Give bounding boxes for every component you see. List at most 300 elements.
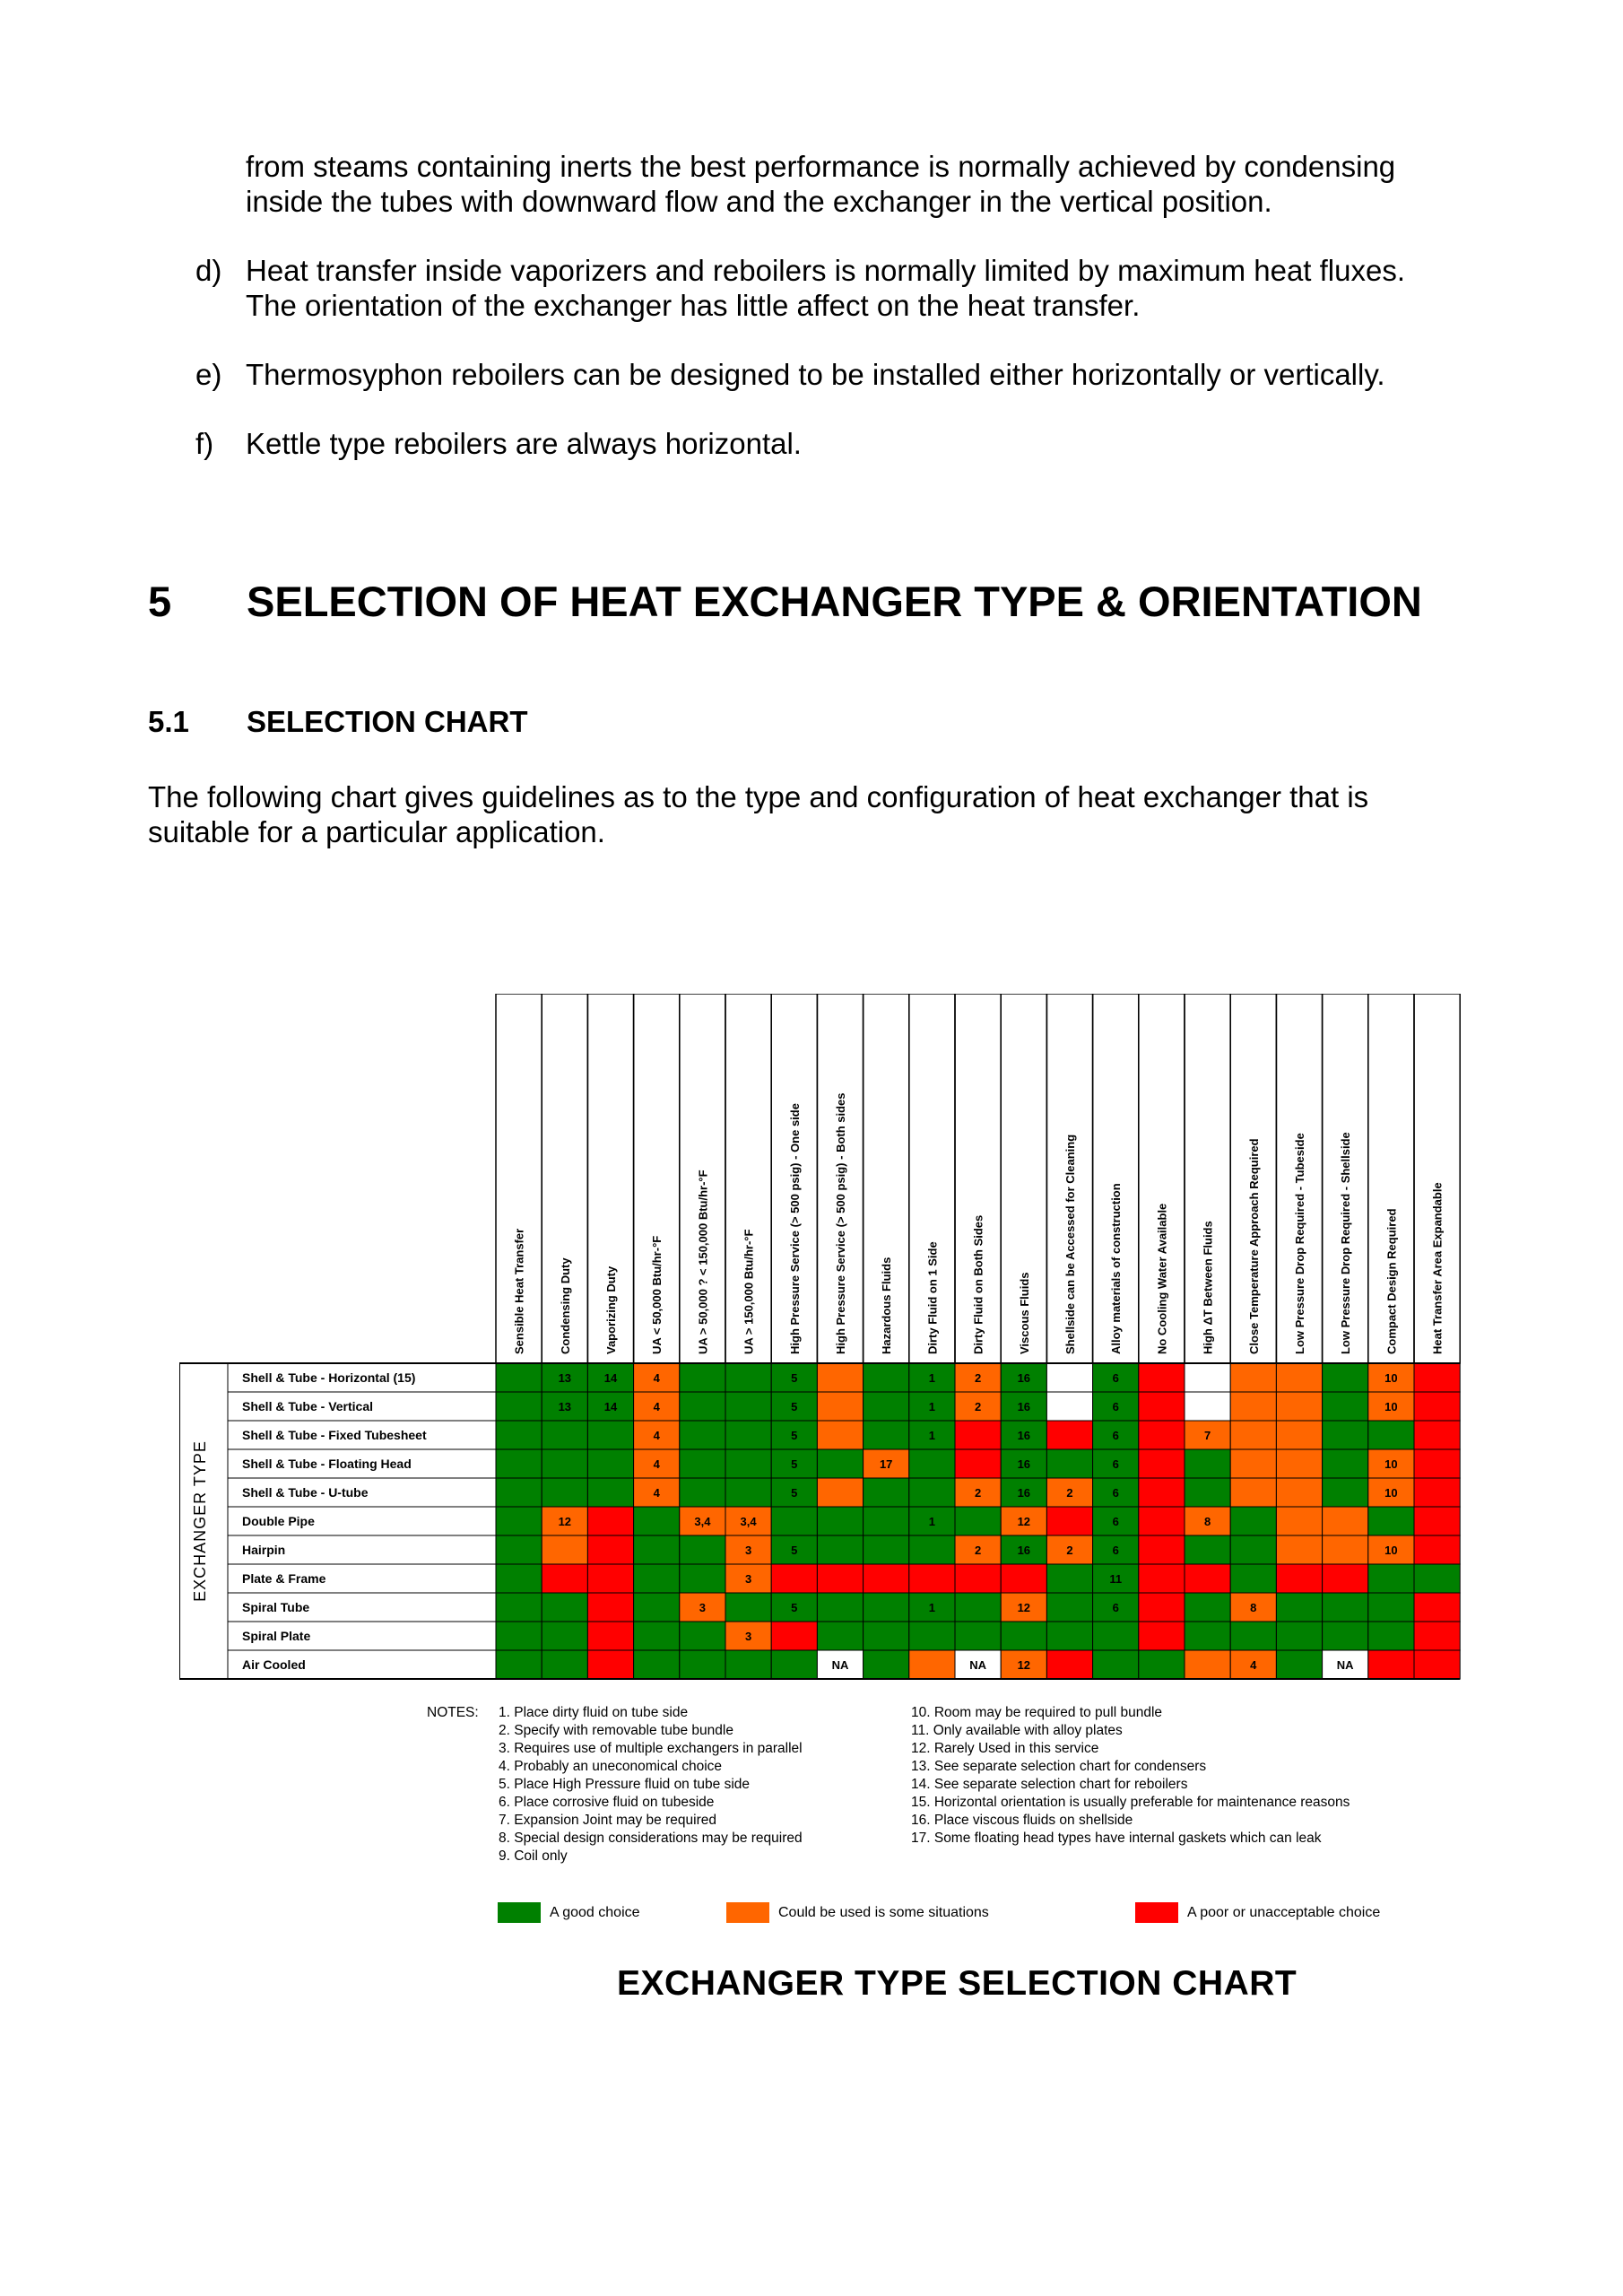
chart-cell <box>680 1622 725 1650</box>
cell-label: 3,4 <box>694 1515 711 1528</box>
chart-cell <box>1414 1478 1460 1507</box>
row-name: Plate & Frame <box>242 1571 326 1586</box>
chart-cell <box>542 1421 587 1449</box>
chart-cell <box>771 1650 817 1679</box>
chart-cell <box>680 1363 725 1392</box>
chart-cell <box>955 1507 1001 1535</box>
chart-cell <box>1001 1564 1046 1593</box>
chart-cell <box>1276 1363 1322 1392</box>
note-item: 5. Place High Pressure fluid on tube side <box>499 1777 751 1792</box>
cell-label: 8 <box>1203 1515 1211 1528</box>
chart-cell <box>1139 1535 1185 1564</box>
chart-cell <box>542 1478 587 1507</box>
chart-cell <box>496 1622 542 1650</box>
cell-label: 6 <box>1112 1400 1119 1413</box>
legend-good-swatch <box>498 1902 541 1923</box>
note-item: 9. Coil only <box>499 1848 568 1864</box>
list-marker-f: f) <box>195 427 214 460</box>
chart-cell <box>587 1650 633 1679</box>
cell-label: 2 <box>1066 1486 1073 1500</box>
chart-cell <box>680 1392 725 1421</box>
chart-cell <box>1323 1449 1368 1478</box>
cell-label: 1 <box>928 1515 936 1528</box>
chart-cell <box>955 1593 1001 1622</box>
chart-cell <box>1185 1622 1230 1650</box>
note-item: 12. Rarely Used in this service <box>911 1741 1099 1756</box>
note-item: 1. Place dirty fluid on tube side <box>499 1705 689 1720</box>
chart-cell <box>634 1650 680 1679</box>
chart-cell <box>1139 1421 1185 1449</box>
cell-label: 12 <box>1017 1601 1031 1614</box>
cell-label: 4 <box>653 1371 660 1385</box>
legend-poor-label: A poor or unacceptable choice <box>1187 1904 1381 1920</box>
chart-cell <box>1046 1421 1092 1449</box>
chart-cell <box>1046 1622 1092 1650</box>
cell-label: 12 <box>1017 1515 1031 1528</box>
chart-cell <box>1185 1392 1230 1421</box>
chart-cell <box>1276 1392 1322 1421</box>
chart-cell <box>1185 1535 1230 1564</box>
cell-label: 2 <box>974 1544 982 1557</box>
cell-label: 10 <box>1384 1486 1398 1500</box>
chart-cell <box>1276 1593 1322 1622</box>
cell-label: 2 <box>974 1400 982 1413</box>
chart-cell <box>587 1507 633 1535</box>
cell-label: NA <box>969 1658 986 1672</box>
column-header-label: UA < 50,000 Btu/hr-°F <box>650 1235 664 1354</box>
chart-cell <box>1368 1421 1414 1449</box>
note-item: 17. Some floating head types have internal gaskets which can leak <box>911 1831 1322 1846</box>
chart-cell <box>817 1478 863 1507</box>
cell-label: 10 <box>1384 1400 1398 1413</box>
chart-cell <box>1323 1363 1368 1392</box>
cell-label: 2 <box>974 1486 982 1500</box>
legend-poor-swatch <box>1135 1902 1178 1923</box>
cell-label: 1 <box>928 1429 936 1442</box>
column-header-label: Low Pressure Drop Required - Shellside <box>1339 1132 1353 1354</box>
chart-cell <box>1323 1421 1368 1449</box>
note-item: 16. Place viscous fluids on shellside <box>911 1813 1133 1828</box>
note-item: 3. Requires use of multiple exchangers in parallel <box>499 1741 803 1756</box>
chart-cell <box>680 1650 725 1679</box>
cell-label: 5 <box>791 1457 798 1471</box>
chart-cell <box>542 1622 587 1650</box>
chart-cell <box>909 1622 955 1650</box>
chart-cell <box>817 1507 863 1535</box>
row-name: Shell & Tube - Vertical <box>242 1399 374 1413</box>
row-name: Double Pipe <box>242 1514 315 1528</box>
column-header-label: Heat Transfer Area Expandable <box>1430 1182 1445 1354</box>
section-title: SELECTION OF HEAT EXCHANGER TYPE & ORIENTATION <box>247 578 1422 625</box>
cell-label: 11 <box>1109 1572 1123 1586</box>
cell-label: 10 <box>1384 1544 1398 1557</box>
chart-cell <box>1414 1593 1460 1622</box>
chart-intro-line-1: The following chart gives guidelines as to the type and configuration of heat exchanger that is <box>148 780 1369 813</box>
cell-label: 5 <box>791 1429 798 1442</box>
cell-label: 3 <box>699 1601 707 1614</box>
cell-label: 5 <box>791 1486 798 1500</box>
chart-cell <box>725 1650 771 1679</box>
list-marker-d: d) <box>195 254 222 287</box>
chart-cell <box>1185 1478 1230 1507</box>
list-item-d-line-1: Heat transfer inside vaporizers and reboilers is normally limited by maximum heat fluxes. <box>246 254 1406 287</box>
chart-cell <box>1414 1507 1460 1535</box>
note-item: 6. Place corrosive fluid on tubeside <box>499 1795 715 1810</box>
cell-label: 5 <box>791 1544 798 1557</box>
chart-cell <box>1276 1507 1322 1535</box>
cell-label: 12 <box>558 1515 572 1528</box>
cell-label: 13 <box>558 1400 572 1413</box>
cell-label: 14 <box>603 1371 618 1385</box>
note-item: 7. Expansion Joint may be required <box>499 1813 716 1828</box>
chart-cell <box>1414 1622 1460 1650</box>
chart-cell <box>1323 1478 1368 1507</box>
chart-cell <box>725 1421 771 1449</box>
cell-label: 1 <box>928 1601 936 1614</box>
chart-cell <box>817 1593 863 1622</box>
chart-cell <box>1368 1650 1414 1679</box>
chart-cell <box>909 1449 955 1478</box>
column-header-label: Compact Design Required <box>1384 1208 1399 1354</box>
legend-some-swatch <box>726 1902 769 1923</box>
column-header-label: Viscous Fluids <box>1017 1272 1031 1354</box>
chart-cell <box>680 1421 725 1449</box>
column-header-label: Alloy materials of construction <box>1109 1183 1124 1354</box>
cell-label: 16 <box>1017 1486 1031 1500</box>
chart-cell <box>1276 1478 1322 1507</box>
chart-cell <box>587 1535 633 1564</box>
note-item: 13. See separate selection chart for condensers <box>911 1759 1207 1774</box>
column-header-label: Dirty Fluid on Both Sides <box>971 1214 985 1354</box>
cell-label: 4 <box>653 1429 660 1442</box>
selection-chart <box>179 994 1471 1684</box>
row-name: Spiral Tube <box>242 1600 310 1614</box>
chart-cell <box>1139 1622 1185 1650</box>
chart-cell <box>1139 1449 1185 1478</box>
chart-cell <box>1414 1535 1460 1564</box>
chart-intro-line-2: suitable for a particular application. <box>148 815 605 848</box>
notes-label: NOTES: <box>427 1705 479 1720</box>
column-header-label: High ΔT Between Fluids <box>1201 1221 1215 1354</box>
column-header-label: High Pressure Service (> 500 psig) - One side <box>787 1103 802 1354</box>
cell-label: 3 <box>744 1544 752 1557</box>
chart-cell <box>817 1449 863 1478</box>
row-name: Shell & Tube - Fixed Tubesheet <box>242 1428 427 1442</box>
chart-cell <box>634 1564 680 1593</box>
chart-cell <box>1414 1564 1460 1593</box>
chart-cell <box>587 1421 633 1449</box>
cell-label: 10 <box>1384 1457 1398 1471</box>
legend-some <box>726 1902 989 1923</box>
column-header-label: Shellside can be Accessed for Cleaning <box>1063 1134 1077 1354</box>
chart-cell <box>496 1564 542 1593</box>
row-name: Shell & Tube - Horizontal (15) <box>242 1370 416 1385</box>
chart-cell <box>496 1650 542 1679</box>
cell-label: 5 <box>791 1371 798 1385</box>
chart-cell <box>1323 1535 1368 1564</box>
cell-label: 4 <box>653 1457 660 1471</box>
cell-label: NA <box>831 1658 849 1672</box>
column-header-label: Condensing Duty <box>558 1257 572 1354</box>
legend-good-label: A good choice <box>550 1904 640 1920</box>
chart-cell <box>1323 1392 1368 1421</box>
chart-cell <box>1230 1535 1276 1564</box>
chart-cell <box>1046 1507 1092 1535</box>
chart-cell <box>1185 1449 1230 1478</box>
chart-cell <box>817 1392 863 1421</box>
chart-cell <box>1368 1593 1414 1622</box>
chart-cell <box>1276 1421 1322 1449</box>
chart-cell <box>1139 1650 1185 1679</box>
chart-cell <box>1230 1421 1276 1449</box>
chart-cell <box>1046 1363 1092 1392</box>
subsection-number: 5.1 <box>148 705 189 738</box>
note-item: 4. Probably an uneconomical choice <box>499 1759 723 1774</box>
chart-cell <box>725 1392 771 1421</box>
column-header-label: Sensible Heat Transfer <box>512 1228 526 1354</box>
chart-cell <box>955 1564 1001 1593</box>
cell-label: 6 <box>1112 1371 1119 1385</box>
notes-left-column <box>499 1704 803 1866</box>
intro-line-1: from steams containing inerts the best performance is normally achieved by condensing <box>246 150 1396 183</box>
chart-cell <box>771 1564 817 1593</box>
note-item: 11. Only available with alloy plates <box>911 1723 1123 1738</box>
cell-label: 3 <box>744 1630 752 1643</box>
chart-cell <box>1230 1564 1276 1593</box>
cell-label: NA <box>1336 1658 1354 1672</box>
chart-cell <box>1139 1593 1185 1622</box>
column-header-label: Vaporizing Duty <box>604 1265 618 1354</box>
chart-cell <box>909 1535 955 1564</box>
chart-cell <box>1276 1449 1322 1478</box>
row-name: Shell & Tube - U-tube <box>242 1485 369 1500</box>
cell-label: 13 <box>558 1371 572 1385</box>
section-number: 5 <box>148 578 172 625</box>
cell-label: 4 <box>1250 1658 1257 1672</box>
cell-label: 4 <box>653 1486 660 1500</box>
chart-cell <box>680 1535 725 1564</box>
cell-label: 3,4 <box>740 1515 757 1528</box>
subsection-title: SELECTION CHART <box>247 705 528 738</box>
chart-cell <box>1001 1622 1046 1650</box>
legend-poor <box>1135 1902 1380 1923</box>
chart-cell <box>817 1363 863 1392</box>
chart-cell <box>1276 1622 1322 1650</box>
cell-label: 1 <box>928 1400 936 1413</box>
chart-cell <box>864 1564 909 1593</box>
chart-cell <box>1230 1449 1276 1478</box>
chart-cell <box>909 1564 955 1593</box>
chart-cell <box>587 1564 633 1593</box>
column-header-label: UA > 50,000 ? < 150,000 Btu/hr-°F <box>696 1170 710 1354</box>
chart-cell <box>634 1507 680 1535</box>
cell-label: 6 <box>1112 1601 1119 1614</box>
chart-cell <box>1139 1478 1185 1507</box>
chart-cell <box>955 1622 1001 1650</box>
column-header-label: No Cooling Water Available <box>1155 1203 1169 1354</box>
note-item: 8. Special design considerations may be required <box>499 1831 803 1846</box>
chart-cell <box>496 1478 542 1507</box>
list-item-e-line-1: Thermosyphon reboilers can be designed to be installed either horizontally or vertically. <box>246 358 1385 391</box>
list-item-d-line-2: The orientation of the exchanger has little affect on the heat transfer. <box>246 289 1141 322</box>
legend-some-label: Could be used is some situations <box>778 1904 989 1920</box>
chart-cell <box>1185 1363 1230 1392</box>
chart-cell <box>864 1421 909 1449</box>
cell-label: 16 <box>1017 1400 1031 1413</box>
row-axis-label: EXCHANGER TYPE <box>191 1440 209 1602</box>
chart-cell <box>634 1622 680 1650</box>
chart-cell <box>1414 1363 1460 1392</box>
cell-label: 7 <box>1203 1429 1211 1442</box>
cell-label: 16 <box>1017 1544 1031 1557</box>
cell-label: 12 <box>1017 1658 1031 1672</box>
chart-cell <box>542 1650 587 1679</box>
chart-cell <box>1185 1593 1230 1622</box>
list-item-f-line-1: Kettle type reboilers are always horizontal. <box>246 427 802 460</box>
note-item: 15. Horizontal orientation is usually preferable for maintenance reasons <box>911 1795 1350 1810</box>
column-header-label: Hazardous Fluids <box>880 1257 894 1354</box>
column-header-label: Dirty Fluid on 1 Side <box>925 1241 940 1354</box>
chart-cell <box>1046 1392 1092 1421</box>
chart-cell <box>725 1478 771 1507</box>
chart-cell <box>1414 1392 1460 1421</box>
chart-cell <box>496 1507 542 1535</box>
chart-cell <box>587 1622 633 1650</box>
chart-cell <box>1139 1564 1185 1593</box>
chart-cell <box>1368 1622 1414 1650</box>
chart-cell <box>817 1564 863 1593</box>
chart-cell <box>1185 1564 1230 1593</box>
chart-cell <box>587 1449 633 1478</box>
notes-right-column <box>911 1704 1350 1848</box>
cell-label: 2 <box>974 1371 982 1385</box>
cell-label: 16 <box>1017 1457 1031 1471</box>
chart-cell <box>817 1622 863 1650</box>
column-header-label: UA > 150,000 Btu/hr-°F <box>742 1229 756 1354</box>
chart-cell <box>1230 1507 1276 1535</box>
column-header-label: Close Temperature Approach Required <box>1246 1138 1261 1354</box>
chart-cell <box>909 1478 955 1507</box>
note-item: 14. See separate selection chart for reboilers <box>911 1777 1188 1792</box>
chart-cell <box>1276 1535 1322 1564</box>
chart-cell <box>1093 1622 1139 1650</box>
cell-label: 5 <box>791 1601 798 1614</box>
chart-cell <box>680 1449 725 1478</box>
chart-cell <box>1046 1593 1092 1622</box>
chart-cell <box>1276 1564 1322 1593</box>
chart-cell <box>955 1449 1001 1478</box>
chart-cell <box>587 1478 633 1507</box>
cell-label: 1 <box>928 1371 936 1385</box>
chart-cell <box>1046 1449 1092 1478</box>
chart-cell <box>634 1535 680 1564</box>
cell-label: 17 <box>879 1457 893 1471</box>
chart-cell <box>496 1449 542 1478</box>
chart-cell <box>955 1421 1001 1449</box>
chart-cell <box>1276 1650 1322 1679</box>
chart-cell <box>1368 1507 1414 1535</box>
chart-cell <box>1046 1650 1092 1679</box>
chart-cell <box>680 1478 725 1507</box>
chart-cell <box>817 1535 863 1564</box>
chart-cell <box>1414 1421 1460 1449</box>
row-name: Hairpin <box>242 1543 286 1557</box>
chart-cell <box>1046 1564 1092 1593</box>
chart-cell <box>496 1593 542 1622</box>
cell-label: 16 <box>1017 1429 1031 1442</box>
cell-label: 16 <box>1017 1371 1031 1385</box>
chart-cell <box>680 1564 725 1593</box>
chart-cell <box>1185 1650 1230 1679</box>
cell-label: 14 <box>603 1400 618 1413</box>
chart-cell <box>864 1392 909 1421</box>
chart-cell <box>1230 1622 1276 1650</box>
chart-cell <box>1230 1478 1276 1507</box>
cell-label: 8 <box>1250 1601 1257 1614</box>
cell-label: 10 <box>1384 1371 1398 1385</box>
cell-label: 3 <box>744 1572 752 1586</box>
chart-cell <box>1414 1650 1460 1679</box>
chart-cell <box>1323 1593 1368 1622</box>
chart-cell <box>864 1363 909 1392</box>
legend-good <box>498 1902 640 1923</box>
note-item: 2. Specify with removable tube bundle <box>499 1723 733 1738</box>
chart-cell <box>496 1535 542 1564</box>
chart-cell <box>1323 1507 1368 1535</box>
row-name: Air Cooled <box>242 1657 306 1672</box>
chart-cell <box>1414 1449 1460 1478</box>
chart-cell <box>864 1478 909 1507</box>
chart-cell <box>725 1449 771 1478</box>
list-marker-e: e) <box>195 358 222 391</box>
cell-label: 6 <box>1112 1457 1119 1471</box>
chart-cell <box>542 1593 587 1622</box>
column-header-label: High Pressure Service (> 500 psig) - Both sides <box>834 1092 847 1354</box>
row-name: Spiral Plate <box>242 1629 311 1643</box>
chart-cell <box>1139 1363 1185 1392</box>
chart-cell <box>1139 1392 1185 1421</box>
cell-label: 6 <box>1112 1544 1119 1557</box>
cell-label: 4 <box>653 1400 660 1413</box>
chart-cell <box>864 1622 909 1650</box>
chart-cell <box>1093 1650 1139 1679</box>
chart-cell <box>725 1363 771 1392</box>
chart-cell <box>725 1593 771 1622</box>
chart-cell <box>771 1507 817 1535</box>
intro-line-2: inside the tubes with downward flow and the exchanger in the vertical position. <box>246 185 1272 218</box>
note-item: 10. Room may be required to pull bundle <box>911 1705 1163 1720</box>
chart-cell <box>496 1392 542 1421</box>
chart-cell <box>1323 1564 1368 1593</box>
chart-cell <box>864 1593 909 1622</box>
cell-label: 6 <box>1112 1515 1119 1528</box>
chart-cell <box>542 1449 587 1478</box>
chart-cell <box>542 1535 587 1564</box>
chart-cell <box>496 1421 542 1449</box>
chart-caption: EXCHANGER TYPE SELECTION CHART <box>617 1964 1298 2003</box>
chart-cell <box>864 1535 909 1564</box>
chart-cell <box>1139 1507 1185 1535</box>
chart-cell <box>771 1622 817 1650</box>
chart-cell <box>1323 1622 1368 1650</box>
chart-cell <box>909 1650 955 1679</box>
cell-label: 5 <box>791 1400 798 1413</box>
column-header-label: Low Pressure Drop Required - Tubeside <box>1293 1133 1306 1354</box>
chart-cell <box>1230 1392 1276 1421</box>
chart-cell <box>496 1363 542 1392</box>
cell-label: 2 <box>1066 1544 1073 1557</box>
cell-label: 6 <box>1112 1486 1119 1500</box>
